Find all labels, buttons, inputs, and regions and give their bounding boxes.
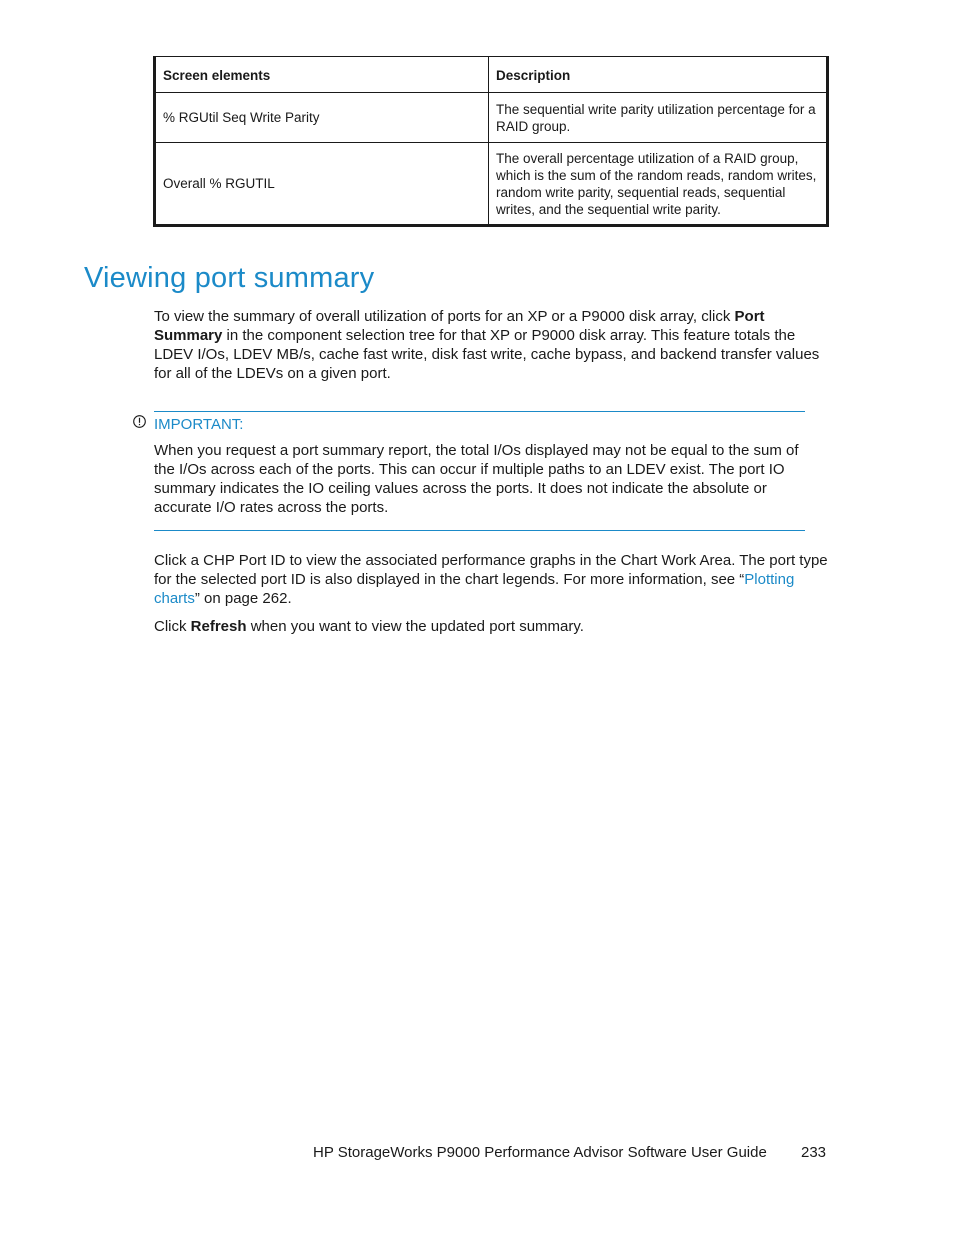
- chp-port-paragraph: [154, 551, 830, 608]
- section-title: Viewing port summary: [84, 262, 375, 294]
- table-cell-element: % RGUtil Seq Write Parity: [155, 93, 489, 143]
- table-row: [155, 143, 828, 226]
- screen-elements-table: [153, 56, 829, 227]
- important-label: IMPORTANT:: [154, 416, 244, 433]
- important-bottom-rule: [154, 530, 805, 531]
- plotting-charts-link[interactable]: Plotting charts: [154, 571, 795, 607]
- table-header-row: [155, 57, 828, 93]
- intro-paragraph: [154, 307, 830, 383]
- refresh-text-after: when you want to view the updated port summary.: [246, 618, 584, 635]
- refresh-text-before: Click: [154, 618, 191, 635]
- refresh-term: Refresh: [190, 618, 247, 635]
- chp-text-after: ” on page 262.: [194, 590, 292, 607]
- footer-title: HP StorageWorks P9000 Performance Advisor Software User Guide: [313, 1144, 767, 1161]
- column-header-screen-elements: Screen elements: [155, 57, 489, 93]
- table-cell-description: The overall percentage utilization of a RAID group, which is the sum of the random reads, random writes, random write parity, sequential reads, sequential writes, and the sequential write parity.: [489, 143, 828, 226]
- important-text: When you request a port summary report, the total I/Os displayed may not be equal to the sum of the I/Os across each of the ports. This can occur if multiple paths to an LDEV exist. The port IO summary indicates the IO ceiling values across the ports. It does not indicate the absolute or accurate I/O rates across the ports.: [154, 442, 799, 516]
- table-row: [155, 93, 828, 143]
- table-cell-element: Overall % RGUTIL: [155, 143, 489, 226]
- refresh-paragraph: [154, 617, 830, 636]
- intro-text-before: To view the summary of overall utilization of ports for an XP or a P9000 disk array, click: [154, 308, 735, 325]
- chp-text-before: Click a CHP Port ID to view the associated performance graphs in the Chart Work Area. The port type for the selected port ID is also displayed in the chart legends. For more information, see “: [154, 552, 828, 588]
- intro-text-after: in the component selection tree for that XP or P9000 disk array. This feature totals the LDEV I/Os, LDEV MB/s, cache fast write, disk fast write, cache bypass, and backend transfer values for all of the LDEVs on a given port.: [154, 327, 820, 382]
- port-summary-term: Port Summary: [154, 308, 765, 344]
- exclamation-circle-icon: [133, 415, 146, 428]
- important-top-rule: [154, 411, 805, 412]
- column-header-description: Description: [489, 57, 828, 93]
- table-cell-description: The sequential write parity utilization percentage for a RAID group.: [489, 93, 828, 143]
- page-number: 233: [801, 1144, 827, 1161]
